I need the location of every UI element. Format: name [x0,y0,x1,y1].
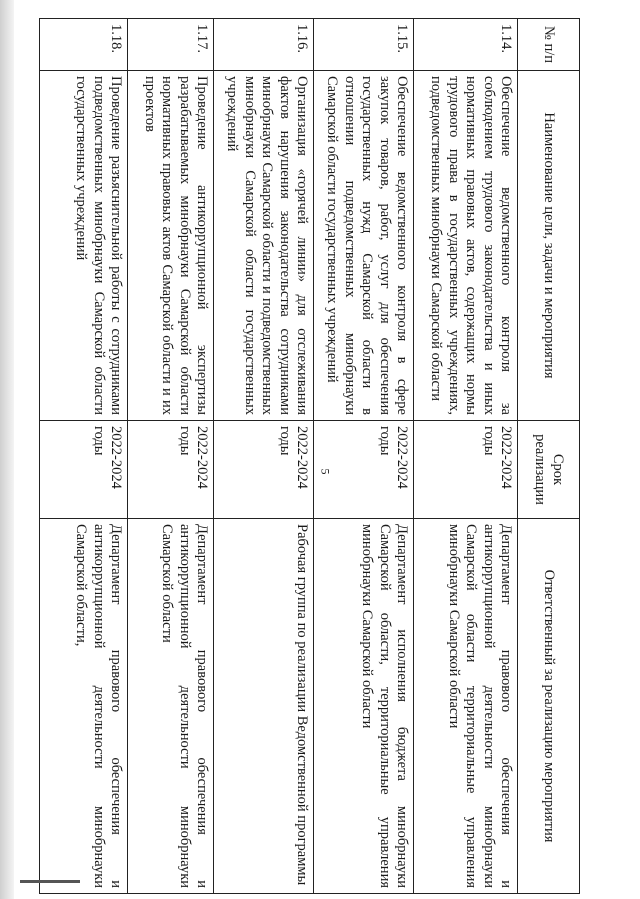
rotated-table-wrapper [40,18,580,893]
row-name: Проведение разъяснительной работы с сотрудниками подведомственных минобрнауки Самарской области государственных учреждений [40,71,128,421]
header-term: Срок реализации [518,421,580,519]
measures-table [39,18,580,894]
row-term: 2022-2024 годы [214,421,314,519]
row-responsible: Департамент правового обеспечения и антикоррупционной деятельности минобрнауки Самарской области [128,519,214,894]
table-row [414,19,518,894]
row-term: 2022-2024 годы [414,421,518,519]
row-number: 1.15. [314,19,414,71]
row-number: 1.18. [40,19,128,71]
row-number: 1.14. [414,19,518,71]
header-responsible: Ответственный за реализацию мероприятия [518,519,580,894]
row-term: 2022-2024 годы [314,421,414,519]
table-row [214,19,314,894]
table-row [40,19,128,894]
row-term: 2022-2024 годы [128,421,214,519]
table-row [314,19,414,894]
page-number: 5 [318,468,333,475]
row-name: Организация «горячей линии» для отслеживания фактов нарушения законодательства сотрудниками минобрнауки Самарской области и подведомственных минобрнауки Самарской области государственных учреждений [214,71,314,421]
row-responsible: Департамент правового обеспечения и антикоррупционной деятельности минобрнауки Самарской области, [40,519,128,894]
row-responsible: Департамент исполнения бюджета минобрнауки Самарской области, территориальные управления минобрнауки Самарской области [314,519,414,894]
table-header-row [518,19,580,894]
row-responsible: Рабочая группа по реализации Ведомственной программы [214,519,314,894]
header-number: № п/п [518,19,580,71]
row-name: Обеспечение ведомственного контроля за соблюдением трудового законодательства и иных нормативных правовых актов, содержащих нормы трудового права в государственных учреждениях, подведомственных минобрнауки Самарской области [414,71,518,421]
row-responsible: Департамент правового обеспечения и антикоррупционной деятельности минобрнауки Самарской области территориальные управления минобрнауки Самарской области [414,519,518,894]
row-name: Проведение антикоррупционной экспертизы разрабатываемых минобрнауки Самарской области нормативных правовых актов Самарской области и их проектов [128,71,214,421]
row-name: Обеспечение ведомственного контроля в сфере закупок товаров, работ, услуг для обеспечения государственных нужд Самарской области в отношении подведомственных минобрнауки Самарской области государственных учреждений [314,71,414,421]
row-term: 2022-2024 годы [40,421,128,519]
row-number: 1.16. [214,19,314,71]
header-name: Наименование цели, задачи и мероприятия [518,71,580,421]
row-number: 1.17. [128,19,214,71]
scan-artifact-line [20,880,80,883]
scan-edge-shadow [0,0,14,899]
table-row [128,19,214,894]
